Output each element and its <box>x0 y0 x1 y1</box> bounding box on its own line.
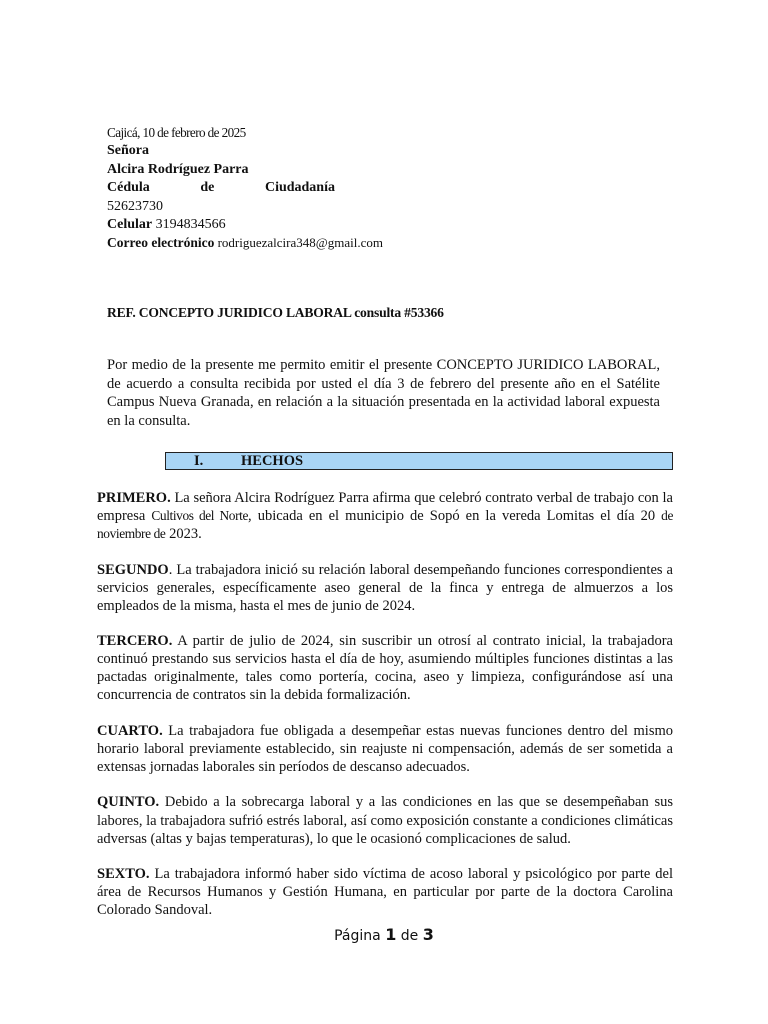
fact-paragraph: SEXTO. La trabajadora informó haber sido víctima de acoso laboral y psicológico por parte del área de Recursos Humanos y Gestión Humana, en particular por parte de la doctora Carolina Colorado Sandoval. <box>97 865 673 919</box>
intro-paragraph: Por medio de la presente me permito emitir el presente CONCEPTO JURIDICO LABORAL, de acuerdo a consulta recibida por usted el día 3 de febrero del presente año en el Satélite Campus Nueva Granada, en relación a la situación presentada en la actividad laboral expuesta en la consulta. <box>107 357 660 429</box>
recipient-name: Alcira Rodríguez Parra <box>107 161 249 177</box>
letter-header <box>107 124 383 253</box>
letter-date: Cajicá, 10 de febrero de 2025 <box>107 125 246 140</box>
fact-paragraph: TERCERO. A partir de julio de 2024, sin suscribir un otrosí al contrato inicial, la trabajadora continuó prestando sus servicios hasta el día de hoy, asumiendo múltiples funciones distintas a las pactadas originalmente, tales como portería, cocina, aseo y limpieza, configurándose así una concurrencia de contratos sin la debida formalización. <box>97 633 673 704</box>
salutation: Señora <box>107 143 149 159</box>
reference-line: REF. CONCEPTO JURIDICO LABORAL consulta #53366 <box>107 305 444 320</box>
fact-paragraph: QUINTO. Debido a la sobrecarga laboral y a las condiciones en las que se desempeñaban sus labores, la trabajadora sufrió estrés laboral, así como exposición constante a condiciones climáticas adversas (altas y bajas temperaturas), lo que le ocasionó complicaciones de salud. <box>97 794 673 847</box>
section-title: HECHOS <box>241 453 304 469</box>
id-number: 52623730 <box>107 198 163 214</box>
email: Correo electrónico rodriguezalcira348@gmail.com <box>107 235 383 251</box>
fact-paragraph: PRIMERO. La señora Alcira Rodríguez Parra afirma que celebró contrato verbal de trabajo con la empresa Cultivos del Norte, ubicada en el municipio de Sopó en la vereda Lomitas el día 20 de noviembre de 2023. <box>97 490 673 543</box>
page-number: Página 1 de 3 <box>334 925 434 944</box>
fact-paragraph: CUARTO. La trabajadora fue obligada a desempeñar estas nuevas funciones dentro del mismo horario laboral previamente establecido, sin reajuste ni compensación, además de ser sometida a extensas jornadas laborales sin períodos de descanso adecuados. <box>97 722 673 776</box>
fact-paragraph: SEGUNDO. La trabajadora inició su relación laboral desempeñando funciones correspondientes a servicios generales, específicamente aseo general de la finca y entrega de almuerzos a los empleados de la misma, hasta el mes de junio de 2024. <box>97 561 673 614</box>
section-number: I. <box>194 453 204 469</box>
phone: Celular 3194834566 <box>107 217 226 233</box>
facts-list <box>97 489 673 937</box>
section-heading <box>165 452 673 470</box>
id-label: Cédula de Ciudadanía <box>107 180 335 196</box>
